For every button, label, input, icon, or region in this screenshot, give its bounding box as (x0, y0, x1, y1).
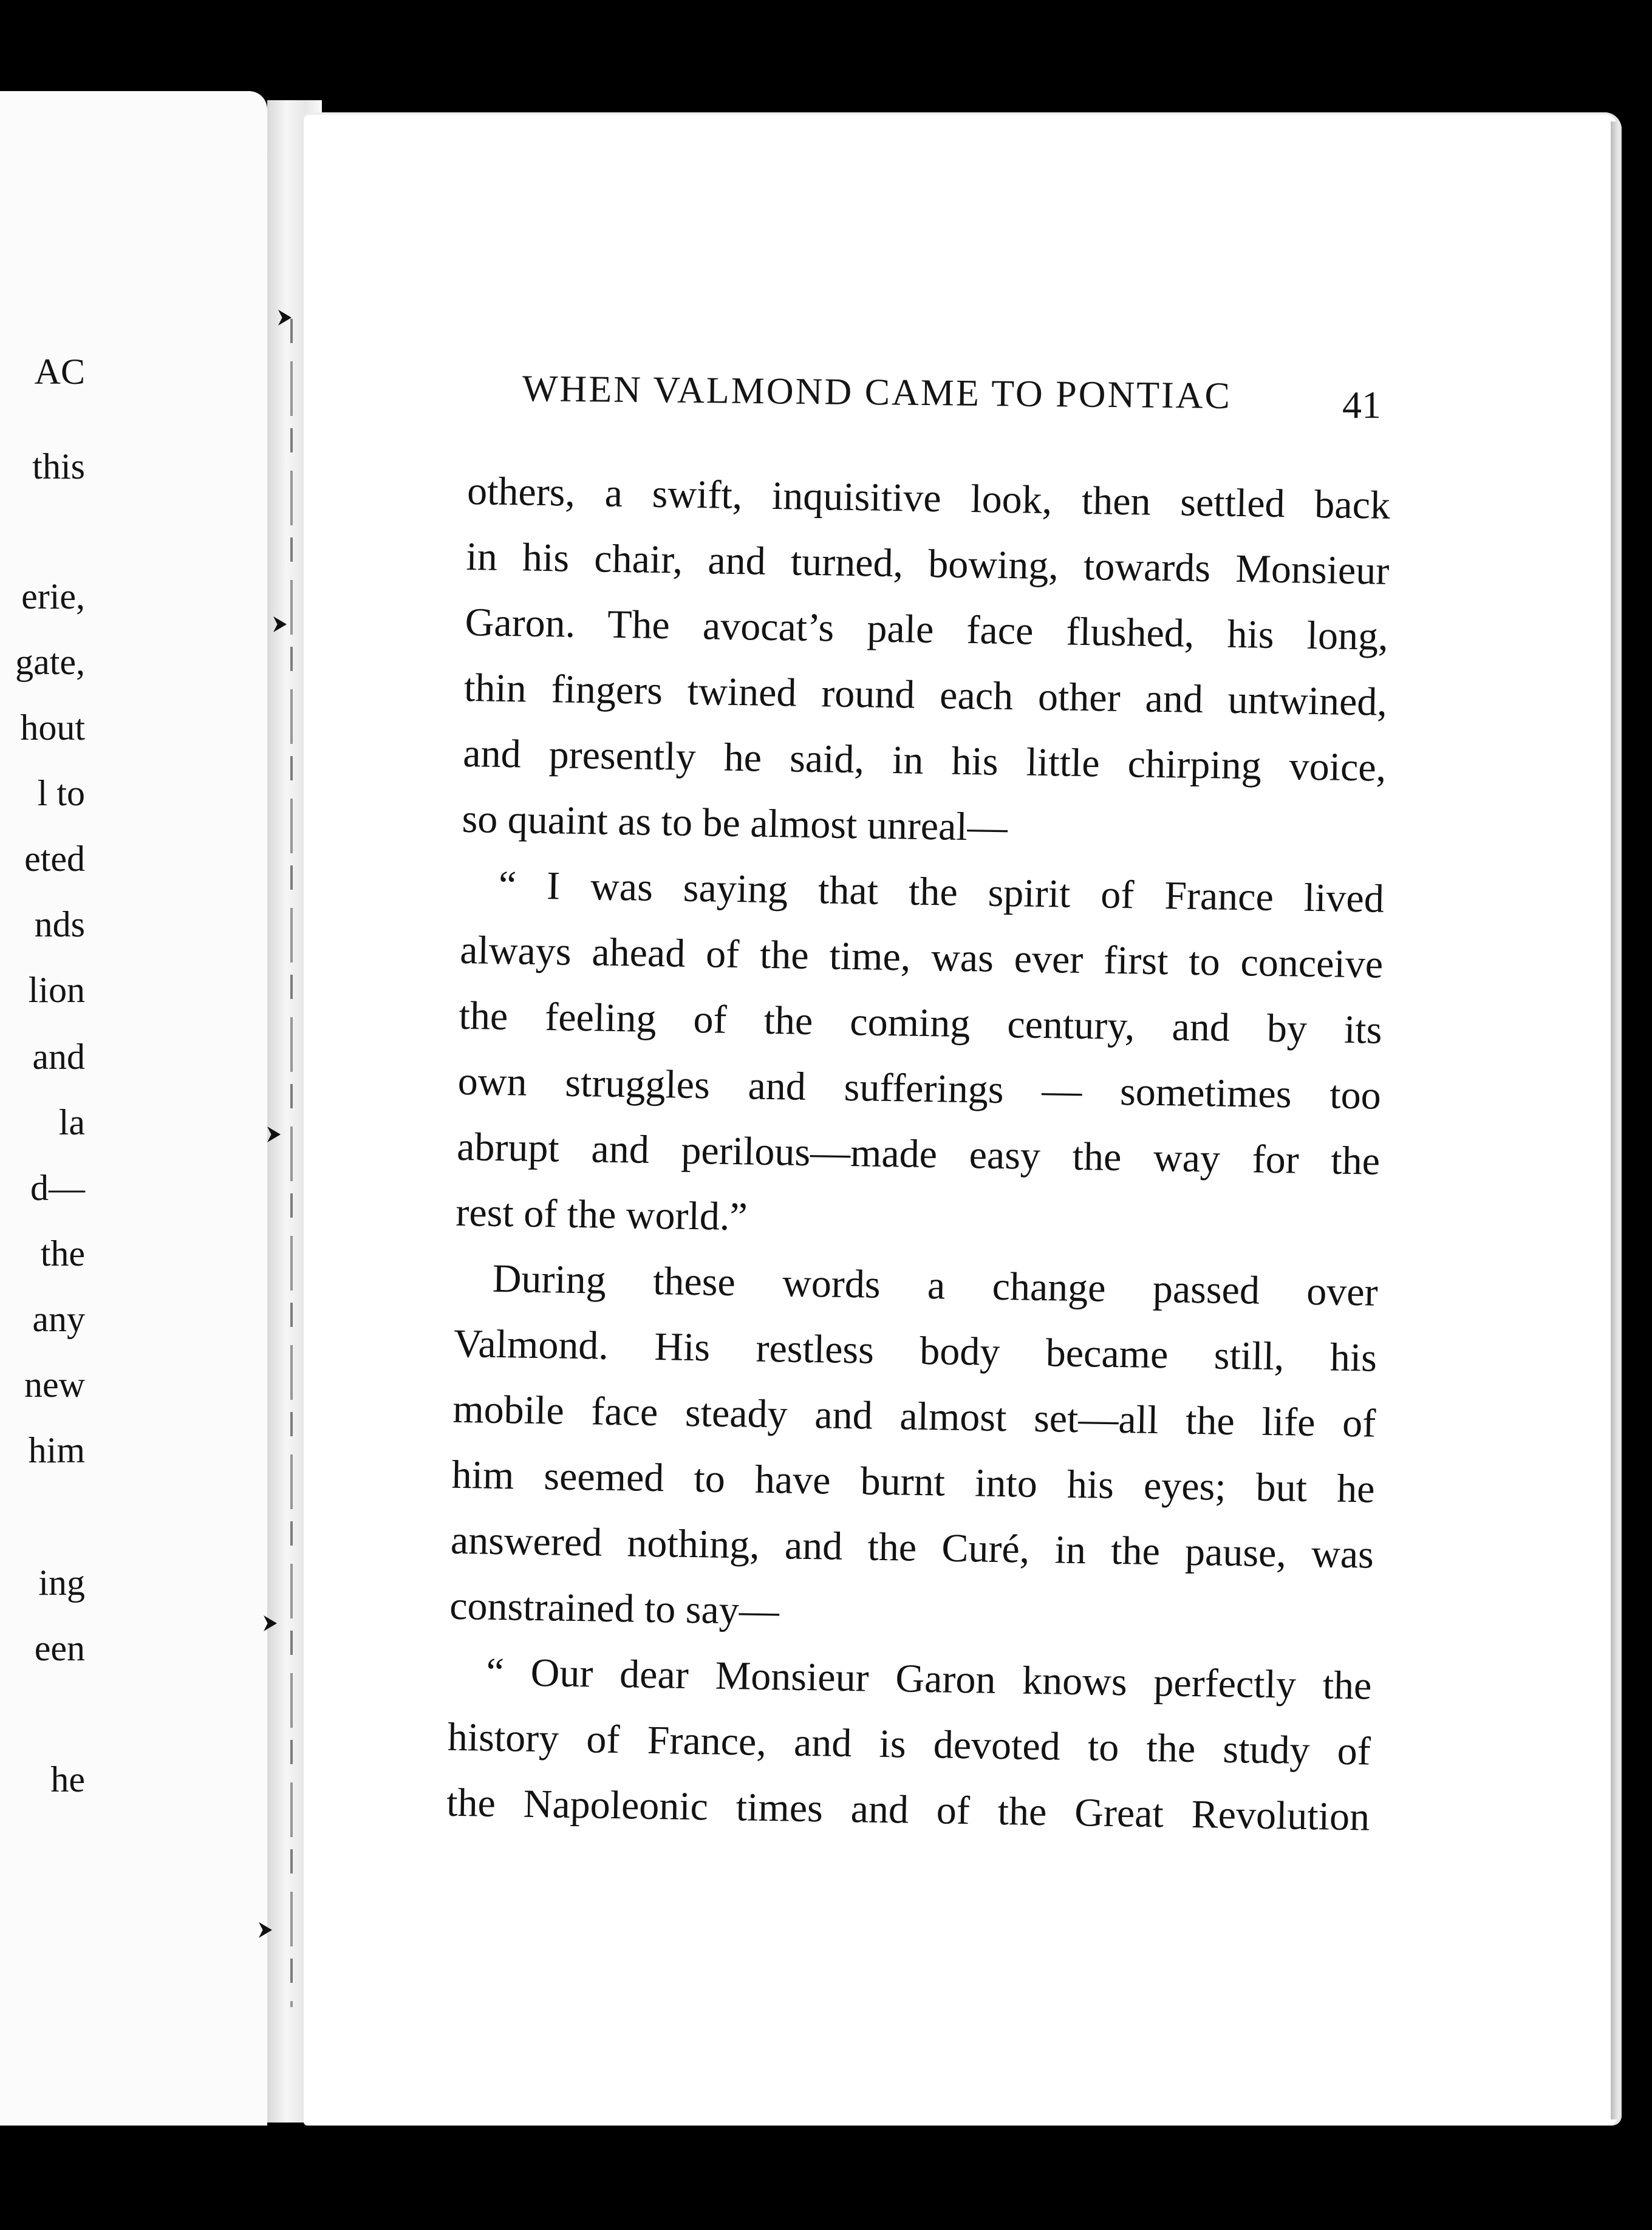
text-line: so quaint as to be almost unreal— (462, 796, 1008, 850)
binding-stitch-mark (273, 616, 287, 632)
left-page-fragment: and (32, 1037, 85, 1077)
text-line: “ Our dear Monsieur Garon knows perfectly the (486, 1649, 1373, 1708)
text-line: the feeling of the coming century, and by its (459, 993, 1382, 1052)
text-line: always ahead of the time, was ever first to conceive (459, 927, 1384, 987)
left-page-fragment: een (34, 1628, 85, 1668)
text-line: Valmond. His restless body became still, his (453, 1321, 1377, 1380)
binding-stitch-mark (267, 1127, 281, 1142)
left-page-fragment: hout (20, 708, 85, 748)
left-page-fragment: he (50, 1759, 85, 1799)
left-page-fragment: l to (37, 773, 85, 813)
running-head: WHEN VALMOND CAME TO PONTIAC (522, 368, 1232, 417)
left-page-fragment: erie, (21, 576, 85, 616)
text-line: answered nothing, and the Curé, in the pause, was (450, 1518, 1374, 1577)
left-page-fragment: this (32, 446, 85, 486)
text-line: thin fingers twined round each other and untwined, (463, 665, 1388, 725)
left-page-fragment: lion (28, 970, 85, 1010)
left-page-fragment: ing (38, 1563, 85, 1603)
left-page-fragment: nds (34, 904, 85, 944)
left-page-fragment: any (32, 1299, 85, 1339)
text-line: own struggles and sufferings — sometimes too (457, 1059, 1382, 1118)
text-line: mobile face steady and almost set—all the life of (452, 1386, 1376, 1446)
left-facing-page (0, 91, 267, 2126)
left-page-fragment: the (40, 1233, 85, 1274)
text-line: and presently he said, in his little chirping voice, (462, 731, 1387, 790)
page-number: 41 (1342, 383, 1381, 426)
left-page-fragment: la (58, 1102, 85, 1142)
left-page-fragment: him (28, 1430, 85, 1470)
left-page-fragment: gate, (15, 642, 85, 682)
text-line: “ I was saying that the spirit of France lived (498, 862, 1385, 921)
page-edge (1611, 121, 1619, 2119)
text-line: others, a swift, inquisitive look, then settled back (466, 468, 1391, 528)
left-page-fragment: AC (34, 352, 85, 392)
body-text (446, 459, 1390, 1850)
text-line: constrained to say— (449, 1583, 780, 1634)
left-page-fragment: d— (30, 1168, 85, 1208)
text-line: history of France, and is devoted to the study of (447, 1714, 1371, 1774)
text-line: in his chair, and turned, bowing, towards Monsieur (465, 534, 1390, 593)
binding-thread (290, 319, 293, 2007)
left-page-fragment: new (24, 1365, 85, 1405)
binding-stitch-mark (278, 310, 292, 326)
left-page-fragment: eted (24, 839, 85, 879)
text-line: rest of the world.” (455, 1190, 748, 1239)
text-line: the Napoleonic times and of the Great Revolution (446, 1780, 1370, 1840)
text-line: him seemed to have burnt into his eyes; but he (451, 1452, 1376, 1512)
text-line: abrupt and perilous—made easy the way for the (456, 1124, 1381, 1184)
text-line: During these words a change passed over (492, 1256, 1379, 1315)
text-line: Garon. The avocat’s pale face flushed, his long, (465, 599, 1389, 659)
